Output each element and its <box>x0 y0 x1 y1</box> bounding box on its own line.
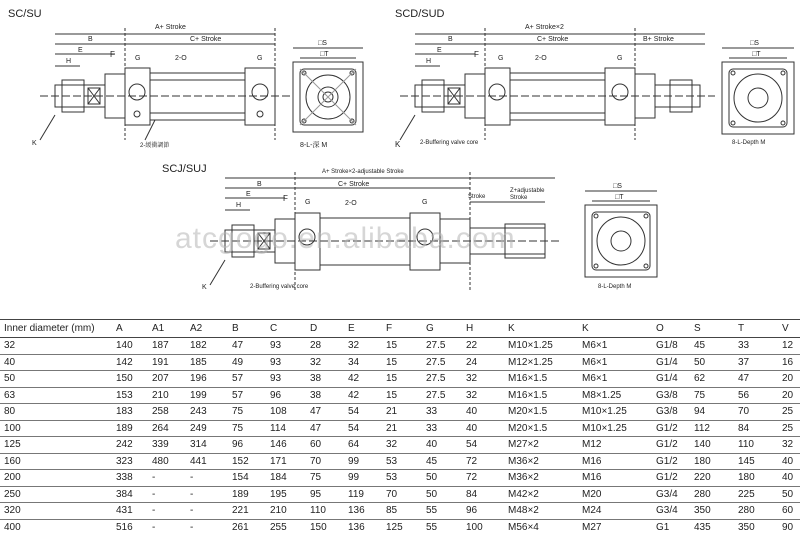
table-cell: 210 <box>146 387 184 404</box>
table-cell: 40 <box>460 404 502 421</box>
scd-dim-2o: 2-O <box>535 55 547 62</box>
table-cell: 25 <box>776 404 800 421</box>
table-cell: M16×1.5 <box>502 371 576 388</box>
table-cell: 180 <box>732 470 776 487</box>
table-cell: 119 <box>342 486 380 503</box>
table-cell: 196 <box>184 371 226 388</box>
scd-dim-h: H <box>426 58 431 65</box>
table-cell: 50 <box>420 486 460 503</box>
table-cell: 84 <box>732 420 776 437</box>
table-cell: 21 <box>380 420 420 437</box>
scd-dim-t: □T <box>752 51 761 58</box>
table-cell: 242 <box>110 437 146 454</box>
table-cell: G1/4 <box>650 354 688 371</box>
col-o: O <box>650 320 688 338</box>
table-cell: 80 <box>0 404 110 421</box>
table-cell: M42×2 <box>502 486 576 503</box>
table-cell: 114 <box>264 420 304 437</box>
table-cell: 25 <box>776 420 800 437</box>
table-cell: 183 <box>110 404 146 421</box>
col-d: D <box>304 320 342 338</box>
table-cell: 150 <box>304 519 342 535</box>
table-cell: 110 <box>732 437 776 454</box>
table-cell: - <box>146 503 184 520</box>
scd-dim-f: F <box>474 50 479 59</box>
table-cell: 40 <box>460 420 502 437</box>
table-row <box>0 354 800 371</box>
table-cell: 154 <box>226 470 264 487</box>
table-cell: 338 <box>110 470 146 487</box>
sc-dim-f: F <box>110 50 115 59</box>
sc-dim-g1: G <box>135 55 140 62</box>
table-cell: 339 <box>146 437 184 454</box>
table-cell: 384 <box>110 486 146 503</box>
table-cell: M20×1.5 <box>502 420 576 437</box>
table-cell: G3/4 <box>650 486 688 503</box>
table-cell: 108 <box>264 404 304 421</box>
scj-dim-2o: 2-O <box>345 200 357 207</box>
table-cell: - <box>184 519 226 535</box>
table-cell: M10×1.25 <box>576 404 650 421</box>
table-cell: G1/2 <box>650 453 688 470</box>
table-cell: 20 <box>776 387 800 404</box>
table-cell: 150 <box>110 371 146 388</box>
table-cell: 189 <box>110 420 146 437</box>
table-cell: M6×1 <box>576 371 650 388</box>
table-cell: M56×4 <box>502 519 576 535</box>
scd-dim-c: C+ Stroke <box>537 36 568 43</box>
table-cell: 264 <box>146 420 184 437</box>
table-cell: 195 <box>264 486 304 503</box>
table-cell: 32 <box>776 437 800 454</box>
col-h: H <box>460 320 502 338</box>
sc-dim-2o: 2-O <box>175 55 187 62</box>
table-cell: 55 <box>420 519 460 535</box>
table-cell: 210 <box>264 503 304 520</box>
table-cell: 350 <box>688 503 732 520</box>
table-row <box>0 437 800 454</box>
col-t: T <box>732 320 776 338</box>
table-row <box>0 387 800 404</box>
table-cell: 75 <box>304 470 342 487</box>
table-row <box>0 519 800 535</box>
table-cell: 50 <box>688 354 732 371</box>
table-cell: 32 <box>0 338 110 355</box>
table-cell: 84 <box>460 486 502 503</box>
table-cell: G1/8 <box>650 338 688 355</box>
table-cell: 32 <box>342 338 380 355</box>
table-cell: 99 <box>342 470 380 487</box>
table-row <box>0 420 800 437</box>
table-cell: 96 <box>264 387 304 404</box>
table-cell: G1/2 <box>650 437 688 454</box>
scd-side-view <box>400 28 715 140</box>
table-cell: 75 <box>688 387 732 404</box>
table-cell: 49 <box>226 354 264 371</box>
table-cell: 93 <box>264 338 304 355</box>
table-cell: 32 <box>304 354 342 371</box>
table-cell: 47 <box>732 371 776 388</box>
table-cell: 100 <box>460 519 502 535</box>
table-cell: 27.5 <box>420 371 460 388</box>
scj-dim-g2: G <box>422 199 427 206</box>
table-cell: 40 <box>776 453 800 470</box>
table-cell: 45 <box>688 338 732 355</box>
col-b: B <box>226 320 264 338</box>
table-cell: 72 <box>460 470 502 487</box>
table-cell: 50 <box>0 371 110 388</box>
table-cell: 250 <box>0 486 110 503</box>
scj-dim-c: C+ Stroke <box>338 181 369 188</box>
sc-view-title: SC/SU <box>8 8 42 20</box>
table-cell: 142 <box>110 354 146 371</box>
table-row <box>0 486 800 503</box>
watermark: atcgogo.en.alibaba.com <box>175 222 516 256</box>
table-cell: 261 <box>226 519 264 535</box>
table-cell: 110 <box>304 503 342 520</box>
table-cell: 280 <box>732 503 776 520</box>
table-cell: 63 <box>0 387 110 404</box>
table-cell: G3/8 <box>650 404 688 421</box>
table-cell: M10×1.25 <box>576 420 650 437</box>
scj-dim-g1: G <box>305 199 310 206</box>
table-cell: 243 <box>184 404 226 421</box>
col-s: S <box>688 320 732 338</box>
table-cell: 33 <box>420 404 460 421</box>
table-cell: 47 <box>304 420 342 437</box>
scd-dim-s: □S <box>750 40 759 47</box>
table-cell: 140 <box>688 437 732 454</box>
table-row <box>0 470 800 487</box>
table-cell: 96 <box>460 503 502 520</box>
sc-dim-h: H <box>66 58 71 65</box>
table-cell: 21 <box>380 404 420 421</box>
table-cell: 37 <box>732 354 776 371</box>
scj-dim-k: K <box>202 284 207 291</box>
scj-dim-s: □S <box>613 183 622 190</box>
table-cell: M8×1.25 <box>576 387 650 404</box>
table-cell: 480 <box>146 453 184 470</box>
table-cell: 40 <box>776 470 800 487</box>
table-cell: 160 <box>0 453 110 470</box>
sc-buffer-label: 2-緩衝調節 <box>140 140 169 149</box>
table-cell: 53 <box>380 453 420 470</box>
table-cell: 60 <box>776 503 800 520</box>
scj-dim-t: □T <box>615 194 624 201</box>
scd-thread-label: 8-L-Depth M <box>732 140 765 146</box>
table-cell: 136 <box>342 519 380 535</box>
table-cell: 15 <box>380 371 420 388</box>
table-row <box>0 453 800 470</box>
table-cell: 185 <box>184 354 226 371</box>
sc-dim-a: A+ Stroke <box>155 24 186 31</box>
table-cell: 57 <box>226 387 264 404</box>
table-cell: M27 <box>576 519 650 535</box>
table-cell: 153 <box>110 387 146 404</box>
scd-dim-g2: G <box>617 55 622 62</box>
table-cell: 62 <box>688 371 732 388</box>
table-row <box>0 503 800 520</box>
table-cell: 112 <box>688 420 732 437</box>
table-cell: G3/8 <box>650 387 688 404</box>
scj-dim-b: B <box>257 181 262 188</box>
scj-dim-e: E <box>246 191 251 198</box>
table-cell: M36×2 <box>502 470 576 487</box>
table-cell: M16 <box>576 453 650 470</box>
table-cell: M36×2 <box>502 453 576 470</box>
table-cell: 45 <box>420 453 460 470</box>
table-cell: 320 <box>0 503 110 520</box>
table-cell: 53 <box>380 470 420 487</box>
table-cell: 64 <box>342 437 380 454</box>
table-cell: 96 <box>226 437 264 454</box>
table-cell: 431 <box>110 503 146 520</box>
table-cell: 75 <box>226 404 264 421</box>
table-cell: M16×1.5 <box>502 387 576 404</box>
table-cell: 258 <box>146 404 184 421</box>
table-cell: G1/2 <box>650 420 688 437</box>
table-cell: 94 <box>688 404 732 421</box>
table-cell: 171 <box>264 453 304 470</box>
table-cell: 33 <box>420 420 460 437</box>
scd-view-title: SCD/SUD <box>395 8 445 20</box>
table-cell: 516 <box>110 519 146 535</box>
table-row <box>0 371 800 388</box>
scj-dim-stroke: Stroke <box>468 194 485 200</box>
table-cell: 125 <box>380 519 420 535</box>
table-cell: 100 <box>0 420 110 437</box>
table-cell: M10×1.25 <box>502 338 576 355</box>
table-cell: 27.5 <box>420 354 460 371</box>
table-cell: G1/4 <box>650 371 688 388</box>
table-cell: 441 <box>184 453 226 470</box>
sc-dim-c: C+ Stroke <box>190 36 221 43</box>
table-cell: 54 <box>342 404 380 421</box>
sc-dim-g2: G <box>257 55 262 62</box>
scd-dim-g1: G <box>498 55 503 62</box>
table-cell: 93 <box>264 371 304 388</box>
table-cell: 70 <box>304 453 342 470</box>
dimensions-table <box>0 319 800 535</box>
table-cell: 187 <box>146 338 184 355</box>
sc-dim-k: K <box>32 140 37 147</box>
table-cell: M16 <box>576 470 650 487</box>
scj-view-title: SCJ/SUJ <box>162 163 207 175</box>
table-cell: 33 <box>732 338 776 355</box>
table-cell: 152 <box>226 453 264 470</box>
scd-end-view <box>722 48 794 134</box>
table-cell: 34 <box>342 354 380 371</box>
table-body <box>0 338 800 535</box>
sc-side-view <box>40 28 290 140</box>
table-cell: 350 <box>732 519 776 535</box>
table-cell: 32 <box>460 371 502 388</box>
table-cell: 70 <box>732 404 776 421</box>
col-c: C <box>264 320 304 338</box>
table-cell: 15 <box>380 354 420 371</box>
table-cell: 189 <box>226 486 264 503</box>
table-cell: 56 <box>732 387 776 404</box>
col-f: F <box>380 320 420 338</box>
table-cell: 93 <box>264 354 304 371</box>
scd-dim-b: B <box>448 36 453 43</box>
table-cell: 15 <box>380 338 420 355</box>
table-cell: 42 <box>342 371 380 388</box>
sc-dim-s: □S <box>318 40 327 47</box>
table-cell: 47 <box>226 338 264 355</box>
table-cell: 145 <box>732 453 776 470</box>
table-cell: 72 <box>460 453 502 470</box>
scj-dim-f: F <box>283 194 288 203</box>
table-cell: 90 <box>776 519 800 535</box>
table-cell: M20×1.5 <box>502 404 576 421</box>
table-cell: 400 <box>0 519 110 535</box>
table-cell: 191 <box>146 354 184 371</box>
col-inner-diameter: Inner diameter (mm) <box>0 320 110 338</box>
table-cell: G1/2 <box>650 470 688 487</box>
table-cell: 435 <box>688 519 732 535</box>
table-cell: 60 <box>304 437 342 454</box>
table-cell: 255 <box>264 519 304 535</box>
table-cell: - <box>146 519 184 535</box>
table-cell: 125 <box>0 437 110 454</box>
table-cell: M6×1 <box>576 354 650 371</box>
table-cell: - <box>184 486 226 503</box>
scj-dim-a: A+ Stroke×2-adjustable Stroke <box>322 169 404 175</box>
table-cell: 12 <box>776 338 800 355</box>
table-cell: 184 <box>264 470 304 487</box>
table-cell: 314 <box>184 437 226 454</box>
table-cell: 146 <box>264 437 304 454</box>
table-cell: 207 <box>146 371 184 388</box>
scd-dim-e: E <box>437 47 442 54</box>
table-cell: 182 <box>184 338 226 355</box>
scd-dim-k: K <box>395 140 400 149</box>
table-cell: 27.5 <box>420 338 460 355</box>
col-e: E <box>342 320 380 338</box>
table-cell: 50 <box>420 470 460 487</box>
table-cell: 136 <box>342 503 380 520</box>
sc-dim-b: B <box>88 36 93 43</box>
col-a2: A2 <box>184 320 226 338</box>
table-cell: 40 <box>420 437 460 454</box>
table-cell: 280 <box>688 486 732 503</box>
table-cell: 180 <box>688 453 732 470</box>
table-cell: 99 <box>342 453 380 470</box>
table-header-row <box>0 320 800 338</box>
table-cell: M12 <box>576 437 650 454</box>
sc-dim-t: □T <box>320 51 329 58</box>
scd-buffer-label: 2-Buffering valve core <box>420 140 478 146</box>
table-cell: 199 <box>184 387 226 404</box>
table-cell: 32 <box>460 387 502 404</box>
table-cell: 50 <box>776 486 800 503</box>
col-a: A <box>110 320 146 338</box>
table-cell: M20 <box>576 486 650 503</box>
table-cell: M48×2 <box>502 503 576 520</box>
table-cell: 95 <box>304 486 342 503</box>
table-cell: 38 <box>304 387 342 404</box>
table-cell: M24 <box>576 503 650 520</box>
table-cell: 55 <box>420 503 460 520</box>
table-cell: 323 <box>110 453 146 470</box>
table-cell: 42 <box>342 387 380 404</box>
table-cell: 85 <box>380 503 420 520</box>
table-cell: 54 <box>460 437 502 454</box>
table-cell: 225 <box>732 486 776 503</box>
table-cell: - <box>184 470 226 487</box>
scd-dim-b-stroke: B+ Stroke <box>643 36 674 43</box>
table-cell: 28 <box>304 338 342 355</box>
table-cell: 70 <box>380 486 420 503</box>
col-g: G <box>420 320 460 338</box>
table-cell: 47 <box>304 404 342 421</box>
table-cell: - <box>146 470 184 487</box>
table-cell: 32 <box>380 437 420 454</box>
table-row <box>0 338 800 355</box>
table-cell: 75 <box>226 420 264 437</box>
scj-thread-label: 8-L-Depth M <box>598 284 631 290</box>
table-cell: 38 <box>304 371 342 388</box>
sc-end-view <box>293 48 363 132</box>
table-cell: 20 <box>776 371 800 388</box>
table-cell: 57 <box>226 371 264 388</box>
table-cell: - <box>184 503 226 520</box>
table-cell: 22 <box>460 338 502 355</box>
table-cell: 249 <box>184 420 226 437</box>
col-a1: A1 <box>146 320 184 338</box>
table-cell: M6×1 <box>576 338 650 355</box>
table-cell: G1 <box>650 519 688 535</box>
scj-buffer-label: 2-Buffering valve core <box>250 284 308 290</box>
scj-end-view <box>585 191 657 277</box>
scj-dim-z: Z+adjustable Stroke <box>510 188 548 202</box>
col-k-rod: K <box>502 320 576 338</box>
sc-thread-label: 8-L-深 M <box>300 140 327 150</box>
table-cell: - <box>146 486 184 503</box>
table-cell: 40 <box>0 354 110 371</box>
table-cell: 16 <box>776 354 800 371</box>
table-cell: M27×2 <box>502 437 576 454</box>
table-cell: 15 <box>380 387 420 404</box>
col-k-mount: K <box>576 320 650 338</box>
col-v: V <box>776 320 800 338</box>
sc-dim-e: E <box>78 47 83 54</box>
scd-dim-a: A+ Stroke×2 <box>525 24 564 31</box>
table-cell: 24 <box>460 354 502 371</box>
table-cell: 221 <box>226 503 264 520</box>
table-row <box>0 404 800 421</box>
table-cell: G3/4 <box>650 503 688 520</box>
table-cell: 54 <box>342 420 380 437</box>
table-cell: 140 <box>110 338 146 355</box>
table-cell: 27.5 <box>420 387 460 404</box>
table-cell: M12×1.25 <box>502 354 576 371</box>
scj-dim-h: H <box>236 202 241 209</box>
table-cell: 220 <box>688 470 732 487</box>
table-cell: 200 <box>0 470 110 487</box>
